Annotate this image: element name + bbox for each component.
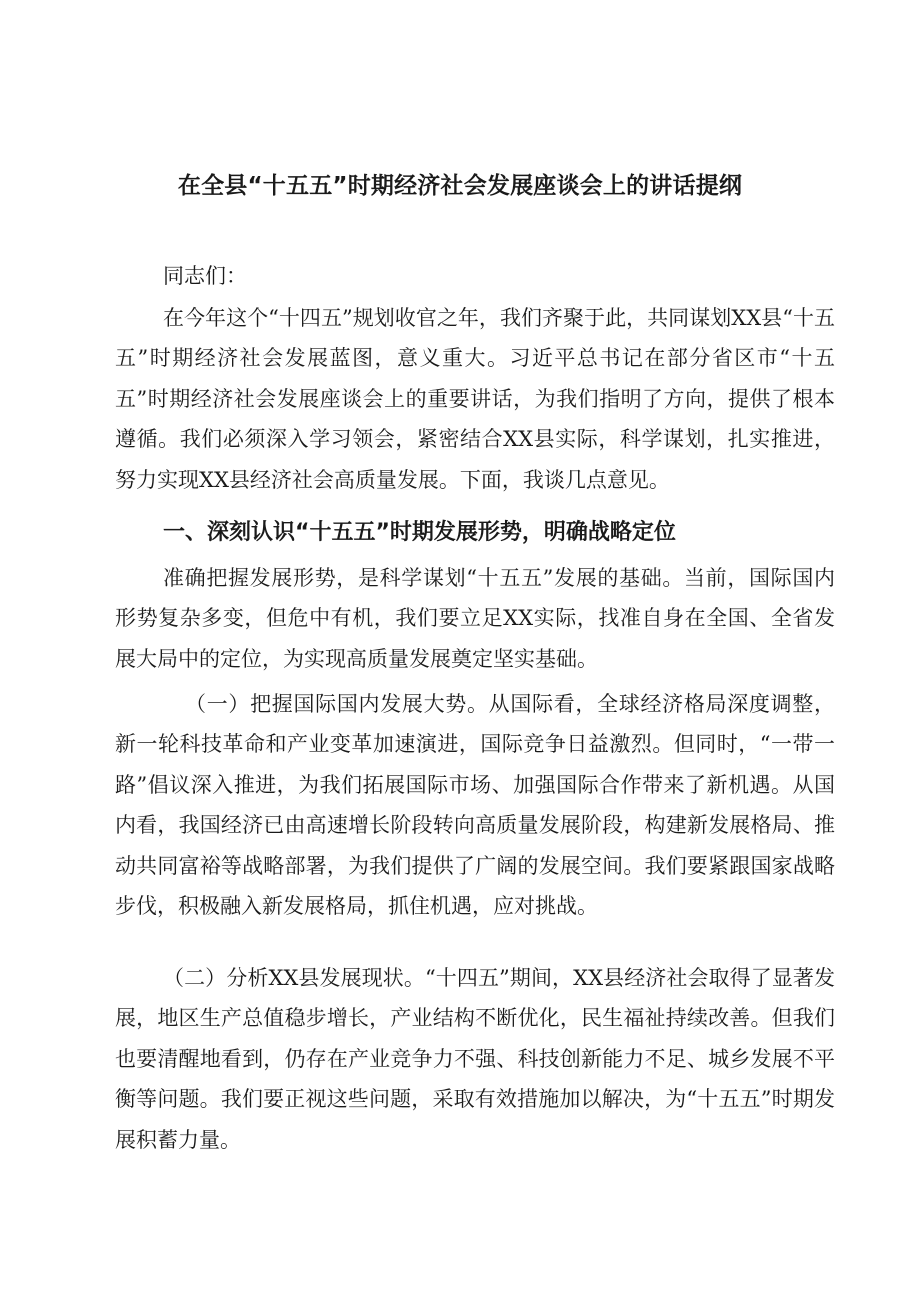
subsection-1-paragraph: （一）把握国际国内发展大势。从国际看，全球经济格局深度调整，新一轮科技革命和产业变革加速演进，国际竞争日益激烈。但同时，“一带一路”倡议深入推进，为我们拓展国际市场、加强国际合作带来了新机遇。从国内看，我国经济已由高速增长阶段转向高质量发展阶段，构建新发展格局、推动共同富裕等战略部署，为我们提供了广阔的发展空间。我们要紧跟国家战略步伐，积极融入新发展格局，抓住机遇，应对挑战。 xyxy=(115,692,835,919)
section-1-heading: 一、深刻认识“十五五”时期发展形势，明确战略定位 xyxy=(163,520,676,545)
document-title: 在全县“十五五”时期经济社会发展座谈会上的讲话提纲 xyxy=(177,173,743,199)
intro-paragraph: 在今年这个“十四五”规划收官之年，我们齐聚于此，共同谋划XX县“十五五”时期经济社会发展蓝图，意义重大。习近平总书记在部分省区市“十五五”时期经济社会发展座谈会上的重要讲话，为我们指明了方向，提供了根本遵循。我们必须深入学习领会，紧密结合XX县实际，科学谋划，扎实推进，努力实现XX县经济社会高质量发展。下面，我谈几点意见。 xyxy=(115,306,835,492)
subsection-2-paragraph: （二）分析XX县发展现状。“十四五”期间，XX县经济社会取得了显著发展，地区生产总值稳步增长，产业结构不断优化，民生福祉持续改善。但我们也要清醒地看到，仍存在产业竞争力不强、科技创新能力不足、城乡发展不平衡等问题。我们要正视这些问题，采取有效措施加以解决，为“十五五”时期发展积蓄力量。 xyxy=(115,966,835,1152)
section-1-lead-paragraph: 准确把握发展形势，是科学谋划“十五五”发展的基础。当前，国际国内形势复杂多变，但危中有机，我们要立足XX实际，找准自身在全国、全省发展大局中的定位，为实现高质量发展奠定坚实基础。 xyxy=(115,566,835,671)
greeting: 同志们： xyxy=(163,264,247,288)
